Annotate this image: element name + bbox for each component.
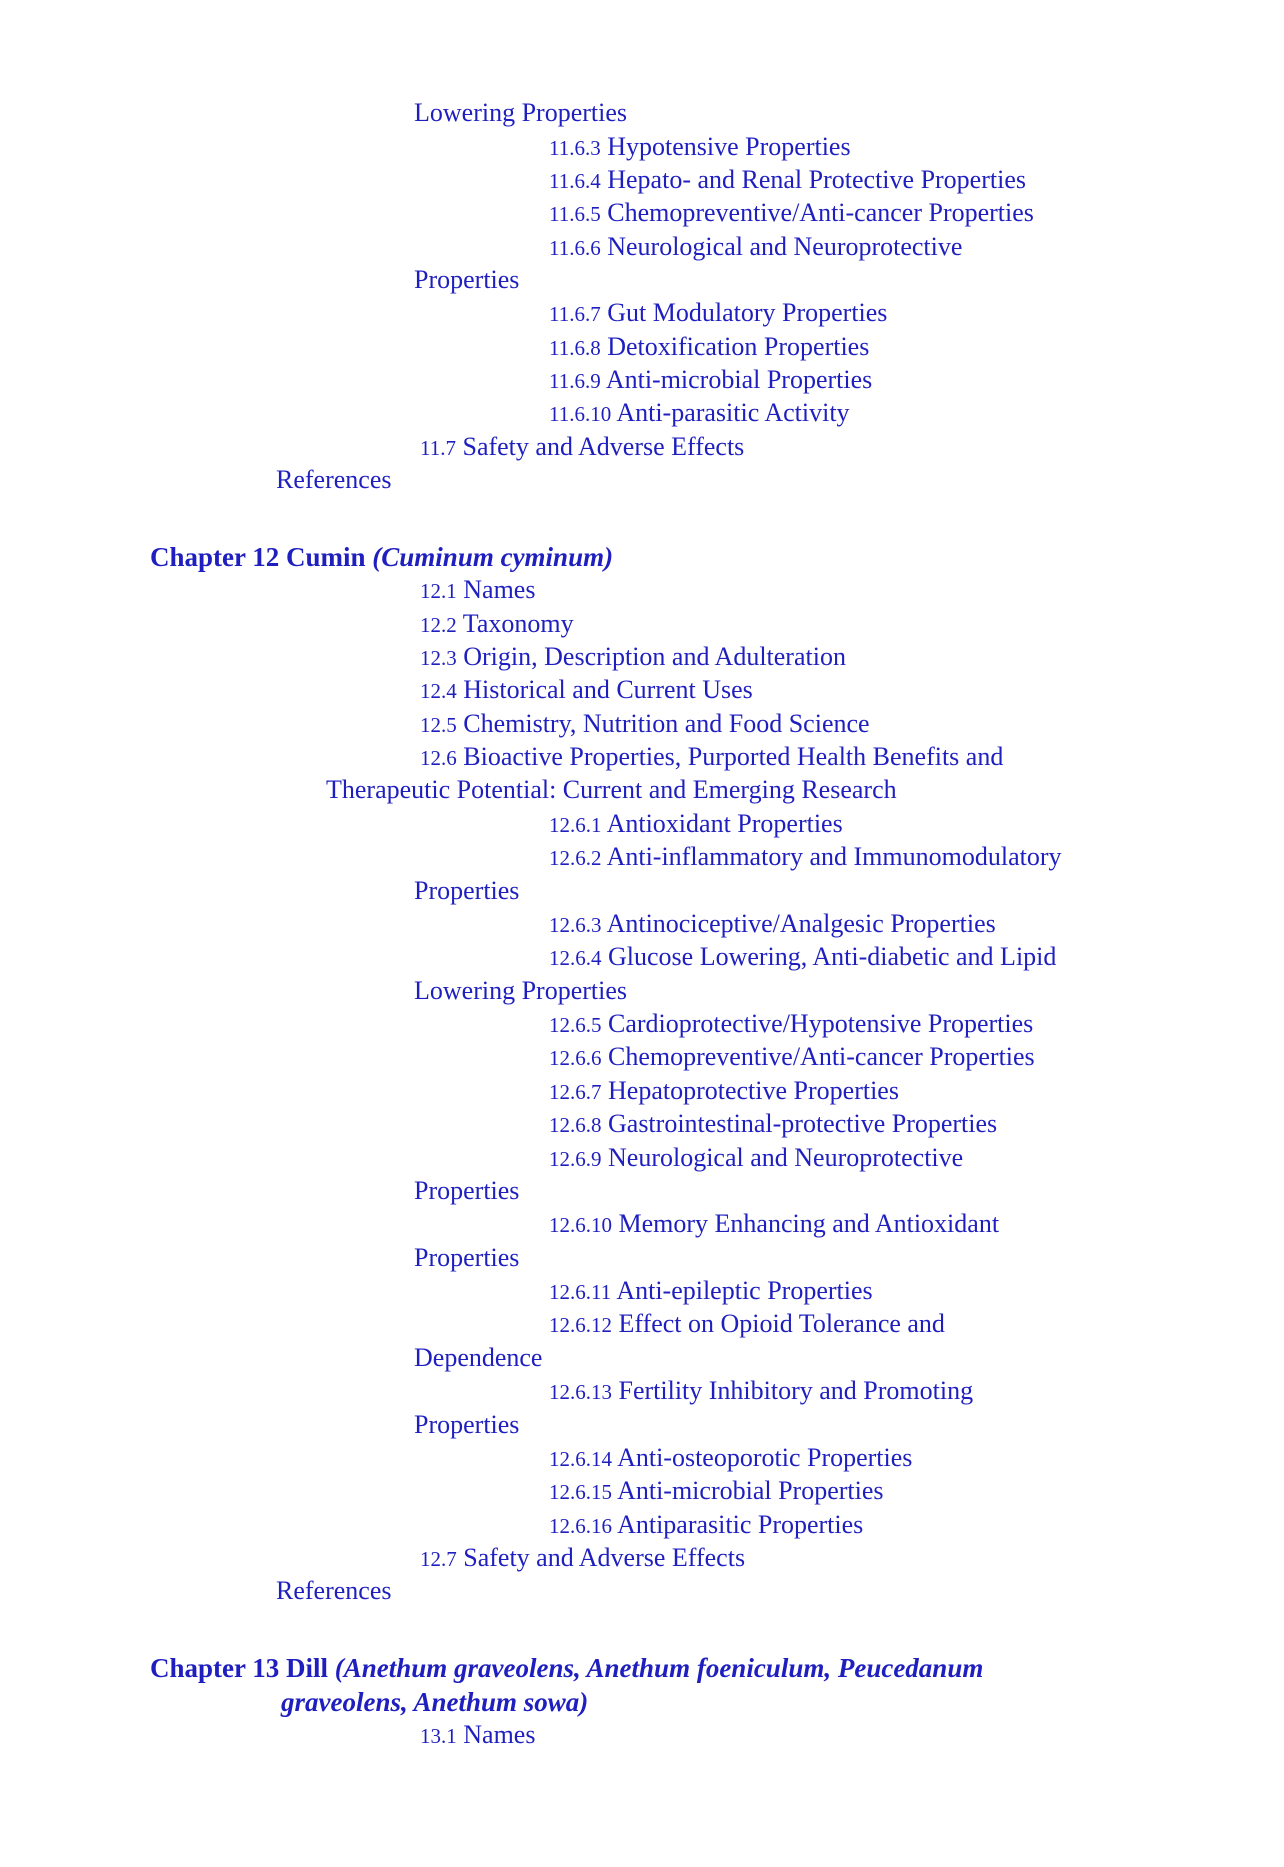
toc-entry-12-6-15[interactable] xyxy=(549,1476,884,1507)
toc-entry-12-1[interactable] xyxy=(420,575,535,606)
section-title[interactable]: Historical and Current Uses xyxy=(463,675,753,704)
section-number: 12.6.8 xyxy=(549,1113,602,1137)
toc-entry-12-6-3[interactable] xyxy=(549,909,996,940)
section-number: 11.6.4 xyxy=(549,169,601,193)
section-number: 12.6.15 xyxy=(549,1480,612,1504)
section-title[interactable]: Hepatoprotective Properties xyxy=(608,1076,899,1105)
section-number: 12.6.3 xyxy=(549,913,602,937)
toc-entry-11-6-3[interactable] xyxy=(549,132,851,163)
section-number: 12.6.10 xyxy=(549,1213,612,1237)
toc-link-text[interactable]: Properties xyxy=(414,1176,520,1205)
toc-entry-12-6-6[interactable] xyxy=(549,1042,1035,1073)
toc-entry-12-4[interactable] xyxy=(420,675,753,706)
section-title[interactable]: Anti-microbial Properties xyxy=(617,1476,884,1505)
section-title[interactable]: Names xyxy=(463,575,536,604)
toc-entry-12-6-12[interactable] xyxy=(549,1309,945,1340)
toc-entry-12-2[interactable] xyxy=(420,609,574,640)
toc-entry-12-6-10[interactable] xyxy=(549,1209,999,1240)
section-title[interactable]: Safety and Adverse Effects xyxy=(463,1543,746,1572)
section-title[interactable]: Names xyxy=(463,1720,536,1749)
toc-entry-references-12[interactable] xyxy=(276,1576,391,1606)
toc-entry-12-6-2[interactable] xyxy=(549,842,1062,873)
section-number: 11.6.8 xyxy=(549,336,601,360)
section-title[interactable]: Anti-inflammatory and Immunomodulatory xyxy=(606,842,1062,871)
toc-entry-12-6-9[interactable] xyxy=(549,1143,963,1174)
toc-entry-11-6-10[interactable] xyxy=(549,398,850,429)
section-number: 12.6.9 xyxy=(549,1147,602,1171)
section-number: 12.6 xyxy=(420,746,457,770)
toc-entry-11-6-7[interactable] xyxy=(549,298,887,329)
toc-entry-12-6-12-continuation[interactable] xyxy=(414,1343,542,1373)
section-number: 11.6.9 xyxy=(549,369,601,393)
section-number: 11.6.6 xyxy=(549,236,601,260)
section-title[interactable]: Safety and Adverse Effects xyxy=(462,432,745,461)
section-number: 12.6.4 xyxy=(549,946,602,970)
section-title[interactable]: Glucose Lowering, Anti-diabetic and Lipid xyxy=(608,942,1057,971)
chapter-13-heading[interactable] xyxy=(150,1653,983,1683)
toc-entry-12-3[interactable] xyxy=(420,642,846,673)
section-title[interactable]: Chemistry, Nutrition and Food Science xyxy=(463,709,870,738)
toc-entry-12-6-14[interactable] xyxy=(549,1443,912,1474)
section-title[interactable]: Gut Modulatory Properties xyxy=(607,298,888,327)
toc-entry-12-6[interactable] xyxy=(420,742,1003,773)
section-title[interactable]: Anti-microbial Properties xyxy=(605,365,873,394)
section-title[interactable]: Gastrointestinal-protective Properties xyxy=(608,1109,998,1138)
references-link[interactable]: References xyxy=(276,465,392,494)
toc-link-text[interactable]: Properties xyxy=(414,265,520,294)
toc-entry-12-6-11[interactable] xyxy=(549,1276,873,1307)
section-number: 12.6.5 xyxy=(549,1013,602,1037)
toc-entry-12-7[interactable] xyxy=(420,1543,745,1574)
chapter-title[interactable]: Chapter 12 Cumin xyxy=(150,542,366,572)
section-title[interactable]: Cardioprotective/Hypotensive Properties xyxy=(608,1009,1034,1038)
toc-entry-12-6-7[interactable] xyxy=(549,1076,899,1107)
toc-link-text[interactable]: Dependence xyxy=(414,1343,543,1372)
section-title[interactable]: Antioxidant Properties xyxy=(606,809,843,838)
toc-entry-11-6-8[interactable] xyxy=(549,332,869,363)
toc-entry-11-6-5[interactable] xyxy=(549,198,1034,229)
section-number: 12.6.6 xyxy=(549,1046,602,1070)
toc-entry-12-6-9-continuation[interactable] xyxy=(414,1176,519,1206)
toc-link-text[interactable]: Properties xyxy=(414,1410,520,1439)
section-number: 12.7 xyxy=(420,1547,457,1571)
section-number: 12.5 xyxy=(420,713,457,737)
toc-entry-12-6-1[interactable] xyxy=(549,809,843,840)
toc-entry-12-5[interactable] xyxy=(420,709,870,740)
toc-link-text[interactable]: Lowering Properties xyxy=(414,98,628,127)
toc-entry-12-6-13[interactable] xyxy=(549,1376,973,1407)
section-title[interactable]: Neurological and Neuroprotective xyxy=(607,232,963,261)
toc-entry-13-1[interactable] xyxy=(420,1720,535,1751)
section-number: 12.6.7 xyxy=(549,1080,602,1104)
section-number: 13.1 xyxy=(420,1724,457,1748)
chapter-13-heading-continuation: graveolens, Anethum sowa) xyxy=(281,1687,589,1717)
references-link[interactable]: References xyxy=(276,1576,392,1605)
section-title[interactable]: Neurological and Neuroprotective xyxy=(608,1143,964,1172)
section-number: 12.6.11 xyxy=(549,1280,612,1304)
section-number: 12.4 xyxy=(420,679,457,703)
section-title[interactable]: Anti-osteoporotic Properties xyxy=(617,1443,913,1472)
section-number: 12.6.14 xyxy=(549,1447,612,1471)
chapter-latin-name: (Anethum graveolens, Anethum foeniculum, Peucedanum xyxy=(334,1653,984,1683)
section-title[interactable]: Bioactive Properties, Purported Health Benefits and xyxy=(463,742,1004,771)
section-title[interactable]: Origin, Description and Adulteration xyxy=(463,642,846,671)
section-title[interactable]: Anti-epileptic Properties xyxy=(616,1276,873,1305)
toc-entry-11-6-6[interactable] xyxy=(549,232,962,263)
toc-entry-12-6-4[interactable] xyxy=(549,942,1056,973)
toc-entry-11-6-4[interactable] xyxy=(549,165,1026,196)
toc-link-text[interactable]: Lowering Properties xyxy=(414,976,628,1005)
toc-entry-11-6-9[interactable] xyxy=(549,365,872,396)
toc-entry-12-6-10-continuation[interactable] xyxy=(414,1243,519,1273)
section-title[interactable]: Anti-parasitic Activity xyxy=(616,398,850,427)
toc-entry-11-6-2-continuation[interactable] xyxy=(414,98,627,128)
chapter-12-heading[interactable] xyxy=(150,542,613,572)
section-number: 11.7 xyxy=(420,436,456,460)
toc-entry-11-6-6-continuation[interactable] xyxy=(414,265,519,295)
section-title[interactable]: Effect on Opioid Tolerance and xyxy=(618,1309,945,1338)
toc-entry-12-6-8[interactable] xyxy=(549,1109,997,1140)
section-title[interactable]: Antinociceptive/Analgesic Properties xyxy=(606,909,996,938)
toc-entry-references-11[interactable] xyxy=(276,465,391,495)
section-number: 12.1 xyxy=(420,579,457,603)
toc-entry-12-6-13-continuation[interactable] xyxy=(414,1410,519,1440)
section-title[interactable]: Memory Enhancing and Antioxidant xyxy=(618,1209,1000,1238)
toc-entry-12-6-continuation[interactable] xyxy=(326,775,897,805)
section-number: 12.6.12 xyxy=(549,1313,612,1337)
toc-entry-11-7[interactable] xyxy=(420,432,744,463)
toc-entry-12-6-4-continuation[interactable] xyxy=(414,976,627,1006)
section-title[interactable]: Antiparasitic Properties xyxy=(617,1510,864,1539)
section-number: 11.6.7 xyxy=(549,302,601,326)
section-number: 12.6.1 xyxy=(549,813,602,837)
section-title[interactable]: Taxonomy xyxy=(462,609,574,638)
section-number: 12.6.13 xyxy=(549,1380,612,1404)
section-number: 11.6.3 xyxy=(549,136,601,160)
chapter-latin-name: (Cuminum cyminum) xyxy=(372,542,614,572)
toc-link-text[interactable]: Properties xyxy=(414,876,520,905)
chapter-title[interactable]: Chapter 13 Dill xyxy=(150,1653,329,1683)
section-title[interactable]: Chemopreventive/Anti-cancer Properties xyxy=(607,198,1034,227)
section-number: 12.2 xyxy=(420,613,457,637)
section-number: 11.6.10 xyxy=(549,402,612,426)
section-title[interactable]: Fertility Inhibitory and Promoting xyxy=(618,1376,974,1405)
section-title[interactable]: Hepato- and Renal Protective Properties xyxy=(607,165,1026,194)
section-title[interactable]: Detoxification Properties xyxy=(607,332,870,361)
toc-link-text[interactable]: Therapeutic Potential: Current and Emerging Research xyxy=(326,775,897,804)
section-title[interactable]: Hypotensive Properties xyxy=(607,132,851,161)
toc-entry-12-6-2-continuation[interactable] xyxy=(414,876,519,906)
toc-entry-12-6-16[interactable] xyxy=(549,1510,863,1541)
toc-entry-12-6-5[interactable] xyxy=(549,1009,1033,1040)
section-number: 12.6.16 xyxy=(549,1514,612,1538)
section-number: 12.3 xyxy=(420,646,457,670)
section-title[interactable]: Chemopreventive/Anti-cancer Properties xyxy=(608,1042,1035,1071)
toc-link-text[interactable]: Properties xyxy=(414,1243,520,1272)
section-number: 11.6.5 xyxy=(549,202,601,226)
section-number: 12.6.2 xyxy=(549,846,602,870)
